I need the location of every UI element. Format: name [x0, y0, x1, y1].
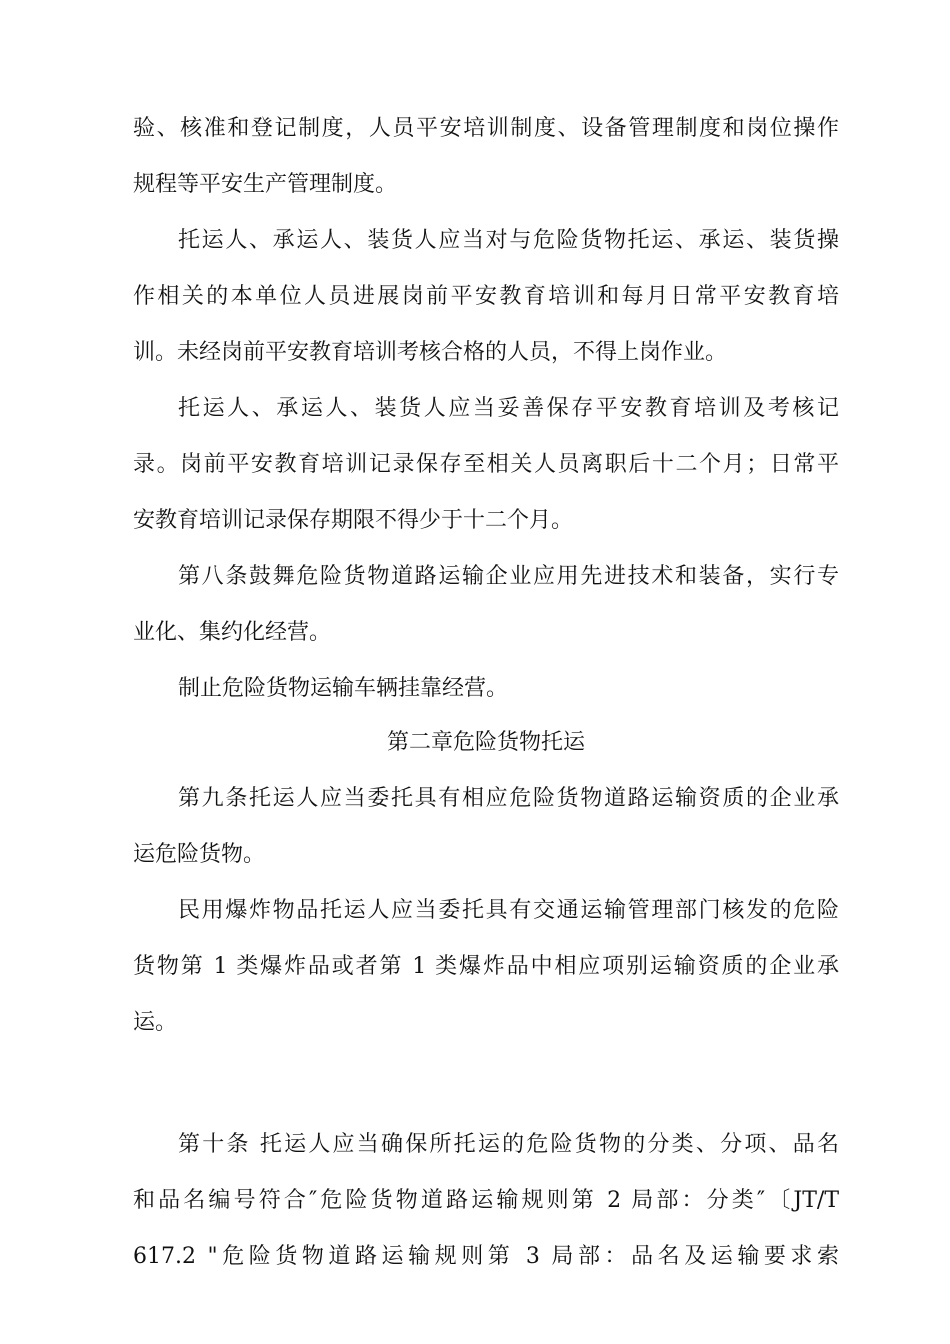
body-text-line: 货物第 1 类爆炸品或者第 1 类爆炸品中相应项别运输资质的企业承 [133, 954, 839, 979]
body-text-line: 业化、集约化经营。 [133, 620, 332, 645]
article-8-line: 第八条鼓舞危险货物道路运输企业应用先进技术和装备，实行专 [178, 564, 839, 589]
body-text-line: 民用爆炸物品托运人应当委托具有交通运输管理部门核发的危险 [178, 898, 839, 923]
body-text-line: 训。未经岗前平安教育培训考核合格的人员，不得上岗作业。 [133, 340, 728, 365]
article-9-line: 第九条托运人应当委托具有相应危险货物道路运输资质的企业承 [178, 786, 839, 811]
body-text-line: 托运人、承运人、装货人应当妥善保存平安教育培训及考核记 [178, 396, 839, 421]
body-text-line: 和品名编号符合″危险货物道路运输规则第 2 局部：分类″〔JT/T [133, 1188, 839, 1213]
body-text-line: 安教育培训记录保存期限不得少于十二个月。 [133, 508, 574, 533]
body-text-line: 制止危险货物运输车辆挂靠经营。 [178, 676, 509, 701]
article-10-line: 第十条 托运人应当确保所托运的危险货物的分类、分项、品名 [178, 1132, 839, 1157]
body-text-line: 617.2 "危险货物道路运输规则第 3 局部：品名及运输要求索 [133, 1244, 839, 1269]
body-text-line: 作相关的本单位人员进展岗前平安教育培训和每月日常平安教育培 [133, 284, 839, 309]
body-text-line: 运危险货物。 [133, 842, 266, 867]
body-text-line: 规程等平安生产管理制度。 [133, 172, 398, 197]
chapter-heading: 第二章危险货物托运 [386, 730, 585, 755]
body-text-line: 托运人、承运人、装货人应当对与危险货物托运、承运、装货操 [178, 228, 839, 253]
body-text-line: 验、核准和登记制度，人员平安培训制度、设备管理制度和岗位操作 [133, 116, 839, 141]
body-text-line: 运。 [133, 1010, 178, 1035]
body-text-line: 录。岗前平安教育培训记录保存至相关人员离职后十二个月；日常平 [133, 452, 839, 477]
